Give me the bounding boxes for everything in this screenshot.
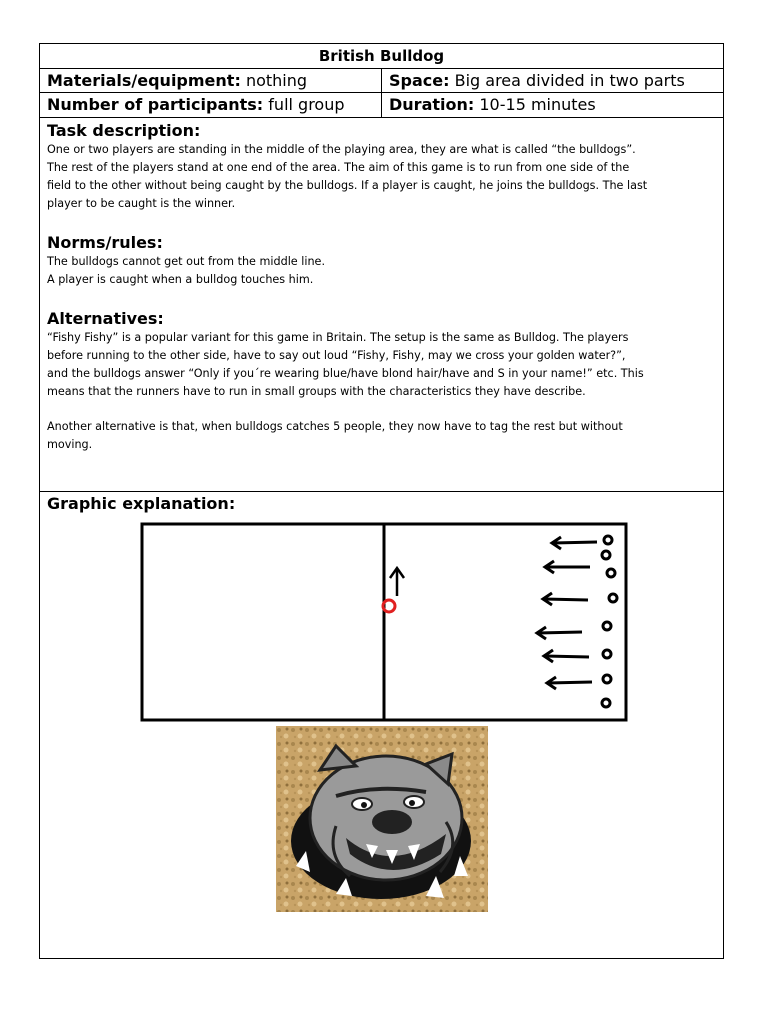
runner-arrow [553, 542, 597, 543]
playing-field-diagram [140, 522, 628, 724]
sheet-title: British Bulldog [40, 44, 723, 69]
graphic-heading: Graphic explanation: [47, 494, 236, 513]
rules-line: A player is caught when a bulldog touches him. [47, 273, 314, 286]
runner-arrows [537, 537, 597, 689]
participants-label: Number of participants: [47, 95, 264, 114]
rules-heading: Norms/rules: [47, 233, 163, 252]
alternatives-heading: Alternatives: [47, 309, 164, 328]
bulldog-player [383, 568, 404, 612]
materials-cell [40, 69, 382, 92]
alternatives-line: means that the runners have to run in small groups with the characteristics they have describe. [47, 385, 586, 398]
runner-marker [603, 622, 611, 630]
duration-value: 10-15 minutes [479, 95, 596, 114]
space-value: Big area divided in two parts [454, 71, 685, 90]
runner-marker [609, 594, 617, 602]
duration-label: Duration: [389, 95, 475, 114]
space-cell [382, 69, 723, 92]
materials-label: Materials/equipment: [47, 71, 241, 90]
task-line: The rest of the players stand at one end of the area. The aim of this game is to run from one side of the [47, 161, 630, 174]
materials-value: nothing [245, 71, 308, 90]
runner-marker [603, 650, 611, 658]
rules-line: The bulldogs cannot get out from the middle line. [47, 255, 325, 268]
runner-marker [604, 536, 612, 544]
runner-arrow [548, 682, 592, 683]
runner-arrow [538, 632, 582, 633]
activity-sheet [39, 43, 724, 959]
alternatives-line: “Fishy Fishy” is a popular variant for this game in Britain. The setup is the same as Bulldog. The players [47, 331, 629, 344]
runner-marker [603, 675, 611, 683]
runners-group [602, 536, 617, 707]
alternatives-line: before running to the other side, have to say out loud “Fishy, Fishy, may we cross your golden water?”, [47, 349, 626, 362]
info-row-2 [40, 93, 723, 118]
task-line: One or two players are standing in the middle of the playing area, they are what is called “the bulldogs”. [47, 143, 636, 156]
bulldog-illustration [276, 726, 488, 912]
space-label: Space: [389, 71, 450, 90]
participants-cell [40, 93, 382, 117]
runner-marker [607, 569, 615, 577]
runner-arrow [544, 599, 588, 600]
alternatives-line: Another alternative is that, when bulldogs catches 5 people, they now have to tag the rest but without [47, 420, 623, 433]
runner-marker [602, 551, 610, 559]
runner-marker [602, 699, 610, 707]
info-row-1 [40, 69, 723, 93]
alternatives-line: moving. [47, 438, 93, 451]
task-line: player to be caught is the winner. [47, 197, 236, 210]
task-heading: Task description: [47, 121, 201, 140]
description-section [40, 119, 723, 492]
alternatives-line: and the bulldogs answer “Only if you´re wearing blue/have blond hair/have and S in your name!” etc. This [47, 367, 644, 380]
runner-arrow [545, 656, 589, 657]
participants-value: full group [268, 95, 345, 114]
graphic-section [40, 492, 723, 958]
duration-cell [382, 93, 723, 117]
task-line: field to the other without being caught by the bulldogs. If a player is caught, he joins the bulldogs. The last [47, 179, 648, 192]
bulldog-mascot-icon [276, 726, 488, 912]
